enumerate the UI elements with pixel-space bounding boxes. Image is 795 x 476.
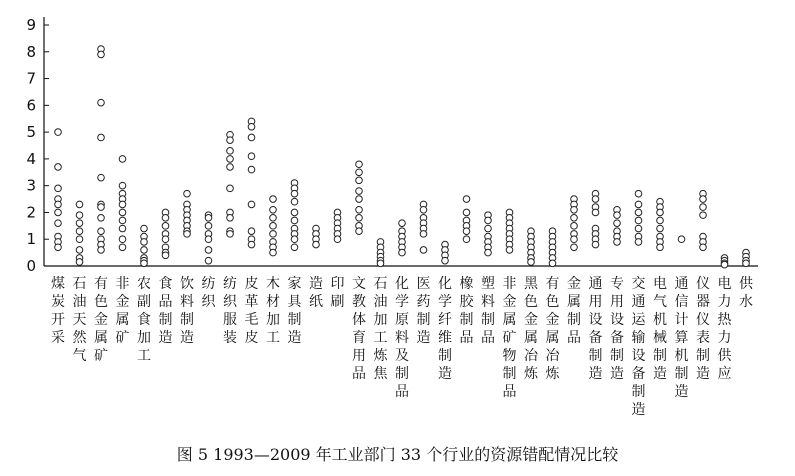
data-point bbox=[571, 244, 578, 251]
data-point bbox=[420, 247, 427, 254]
data-point bbox=[635, 239, 642, 246]
data-point bbox=[356, 188, 363, 195]
data-point bbox=[270, 223, 277, 230]
data-point bbox=[98, 174, 105, 181]
data-points bbox=[55, 46, 750, 268]
data-point bbox=[657, 217, 664, 224]
data-point bbox=[98, 99, 105, 106]
data-point bbox=[399, 220, 406, 227]
data-point bbox=[119, 201, 126, 208]
data-point bbox=[227, 231, 234, 238]
data-point bbox=[55, 209, 62, 216]
data-point bbox=[356, 196, 363, 203]
data-point bbox=[119, 156, 126, 163]
data-point bbox=[700, 212, 707, 219]
y-tick-label: 1 bbox=[26, 230, 36, 249]
data-point bbox=[700, 244, 707, 251]
data-point bbox=[442, 257, 449, 264]
data-point bbox=[119, 225, 126, 232]
data-point bbox=[743, 260, 750, 267]
category-label: 通用设备制造 bbox=[588, 276, 603, 382]
category-label: 交通运输设备制造 bbox=[631, 276, 646, 418]
data-point bbox=[227, 148, 234, 155]
data-point bbox=[184, 190, 191, 197]
data-point bbox=[291, 236, 298, 243]
category-label: 造纸 bbox=[309, 276, 323, 310]
category-label: 饮料制造 bbox=[180, 276, 194, 346]
data-point bbox=[248, 241, 255, 248]
data-point bbox=[184, 231, 191, 238]
data-point bbox=[291, 190, 298, 197]
data-point bbox=[334, 236, 341, 243]
category-label: 家具制造 bbox=[287, 276, 302, 346]
category-label: 纺织 bbox=[201, 276, 216, 310]
data-point bbox=[614, 239, 621, 246]
data-point bbox=[291, 217, 298, 224]
category-label: 印刷 bbox=[330, 276, 345, 310]
y-tick-label: 8 bbox=[26, 42, 36, 61]
data-point bbox=[227, 137, 234, 144]
y-tick-label: 0 bbox=[26, 257, 36, 275]
data-point bbox=[119, 244, 126, 251]
data-point bbox=[614, 212, 621, 219]
category-label: 专用设备制造 bbox=[610, 276, 624, 382]
data-point bbox=[248, 153, 255, 160]
data-point bbox=[227, 164, 234, 171]
data-point bbox=[76, 228, 83, 235]
data-point bbox=[98, 215, 105, 222]
data-point bbox=[528, 259, 535, 266]
category-label: 非金属矿物制品 bbox=[502, 276, 517, 400]
data-point bbox=[485, 249, 492, 256]
data-point bbox=[98, 204, 105, 211]
data-point bbox=[592, 241, 599, 248]
category-label: 石油加工炼焦 bbox=[373, 276, 388, 382]
data-point bbox=[270, 249, 277, 256]
category-label: 有色金属矿 bbox=[94, 276, 108, 364]
data-point bbox=[270, 215, 277, 222]
data-point bbox=[119, 236, 126, 243]
y-tick-label: 3 bbox=[26, 176, 36, 195]
data-point bbox=[399, 249, 406, 256]
data-point bbox=[571, 223, 578, 230]
category-label: 化学原料及制品 bbox=[395, 276, 409, 400]
data-point bbox=[55, 244, 62, 251]
y-tick-label: 6 bbox=[26, 96, 36, 115]
y-tick-label: 5 bbox=[26, 123, 36, 142]
y-axis bbox=[26, 16, 49, 275]
category-label: 木材加工 bbox=[266, 276, 280, 346]
data-point bbox=[227, 185, 234, 192]
data-point bbox=[76, 236, 83, 243]
data-point bbox=[141, 247, 148, 254]
data-point bbox=[356, 161, 363, 168]
category-label: 电气机械制造 bbox=[653, 276, 667, 382]
data-point bbox=[76, 212, 83, 219]
y-tick-label: 9 bbox=[26, 16, 36, 34]
data-point bbox=[270, 231, 277, 238]
data-point bbox=[635, 225, 642, 232]
category-label: 医药制造 bbox=[416, 276, 431, 346]
figure-caption: 图 5 1993—2009 年工业部门 33 个行业的资源错配情况比较 bbox=[176, 445, 619, 464]
data-point bbox=[205, 223, 212, 230]
category-label: 食品制造 bbox=[158, 276, 173, 346]
category-label: 供水 bbox=[739, 276, 753, 310]
data-point bbox=[119, 217, 126, 224]
data-point bbox=[635, 209, 642, 216]
data-point bbox=[700, 204, 707, 211]
data-point bbox=[657, 244, 664, 251]
data-point bbox=[485, 225, 492, 232]
data-point bbox=[270, 206, 277, 213]
data-point bbox=[592, 196, 599, 203]
data-point bbox=[141, 260, 148, 267]
category-labels bbox=[51, 275, 754, 418]
data-point bbox=[162, 223, 169, 230]
data-point bbox=[356, 177, 363, 184]
category-label: 非金属矿 bbox=[115, 276, 130, 346]
category-label: 黑色金属冶炼 bbox=[524, 276, 538, 382]
data-point bbox=[98, 228, 105, 235]
data-point bbox=[506, 247, 513, 254]
data-point bbox=[248, 228, 255, 235]
data-point bbox=[592, 209, 599, 216]
data-point bbox=[98, 247, 105, 254]
data-point bbox=[55, 185, 62, 192]
y-tick-label: 4 bbox=[26, 149, 36, 168]
data-point bbox=[463, 209, 470, 216]
data-point bbox=[98, 134, 105, 141]
data-point bbox=[678, 236, 685, 243]
category-label: 煤炭开采 bbox=[51, 276, 65, 346]
category-label: 金属制品 bbox=[567, 276, 581, 346]
data-point bbox=[356, 206, 363, 213]
data-point bbox=[76, 220, 83, 227]
data-point bbox=[227, 215, 234, 222]
data-point bbox=[700, 196, 707, 203]
data-point bbox=[141, 225, 148, 232]
category-label: 化学纤维制造 bbox=[438, 276, 452, 382]
category-label: 塑料制品 bbox=[481, 276, 495, 346]
category-label: 皮革毛皮 bbox=[244, 276, 259, 346]
data-point bbox=[721, 261, 728, 268]
data-point bbox=[657, 225, 664, 232]
data-point bbox=[205, 247, 212, 254]
category-label: 纺织服装 bbox=[223, 276, 237, 346]
data-point bbox=[55, 201, 62, 208]
data-point bbox=[162, 215, 169, 222]
data-point bbox=[420, 231, 427, 238]
data-point bbox=[55, 164, 62, 171]
category-label: 有色金属冶炼 bbox=[545, 276, 560, 382]
data-point bbox=[291, 244, 298, 251]
data-point bbox=[485, 217, 492, 224]
data-point bbox=[227, 156, 234, 163]
data-point bbox=[635, 217, 642, 224]
y-tick-label: 7 bbox=[26, 69, 36, 88]
data-point bbox=[291, 198, 298, 205]
data-point bbox=[657, 209, 664, 216]
data-point bbox=[377, 260, 384, 267]
data-point bbox=[205, 257, 212, 264]
data-point bbox=[162, 252, 169, 259]
data-point bbox=[248, 166, 255, 173]
data-point bbox=[76, 201, 83, 208]
category-label: 仪器仪表制造 bbox=[696, 276, 710, 382]
data-point bbox=[55, 220, 62, 227]
data-point bbox=[571, 206, 578, 213]
data-point bbox=[463, 236, 470, 243]
data-point bbox=[119, 209, 126, 216]
data-point bbox=[614, 220, 621, 227]
data-point bbox=[205, 215, 212, 222]
data-point bbox=[248, 134, 255, 141]
category-label: 农副食加工 bbox=[137, 276, 151, 364]
data-point bbox=[162, 236, 169, 243]
data-point bbox=[635, 201, 642, 208]
category-label: 石油天然气 bbox=[72, 276, 87, 364]
data-point bbox=[119, 182, 126, 189]
data-point bbox=[571, 236, 578, 243]
data-point bbox=[76, 259, 83, 266]
data-point bbox=[248, 201, 255, 208]
data-point bbox=[291, 209, 298, 216]
data-point bbox=[635, 190, 642, 197]
data-point bbox=[248, 123, 255, 130]
data-point bbox=[205, 236, 212, 243]
data-point bbox=[55, 129, 62, 136]
data-point bbox=[98, 51, 105, 58]
y-tick-label: 2 bbox=[26, 203, 36, 222]
data-point bbox=[463, 196, 470, 203]
data-point bbox=[571, 215, 578, 222]
data-point bbox=[549, 260, 556, 267]
category-label: 文教体育用品 bbox=[352, 276, 366, 382]
category-label: 橡胶制品 bbox=[459, 276, 474, 346]
data-point bbox=[356, 228, 363, 235]
data-point bbox=[270, 196, 277, 203]
category-label: 通信计算机制造 bbox=[674, 276, 689, 400]
data-point bbox=[76, 247, 83, 254]
data-point bbox=[356, 215, 363, 222]
data-point bbox=[356, 169, 363, 176]
data-point bbox=[463, 228, 470, 235]
category-label: 电力热力供应 bbox=[717, 276, 732, 382]
data-point bbox=[313, 241, 320, 248]
data-point bbox=[141, 239, 148, 246]
data-point bbox=[420, 206, 427, 213]
